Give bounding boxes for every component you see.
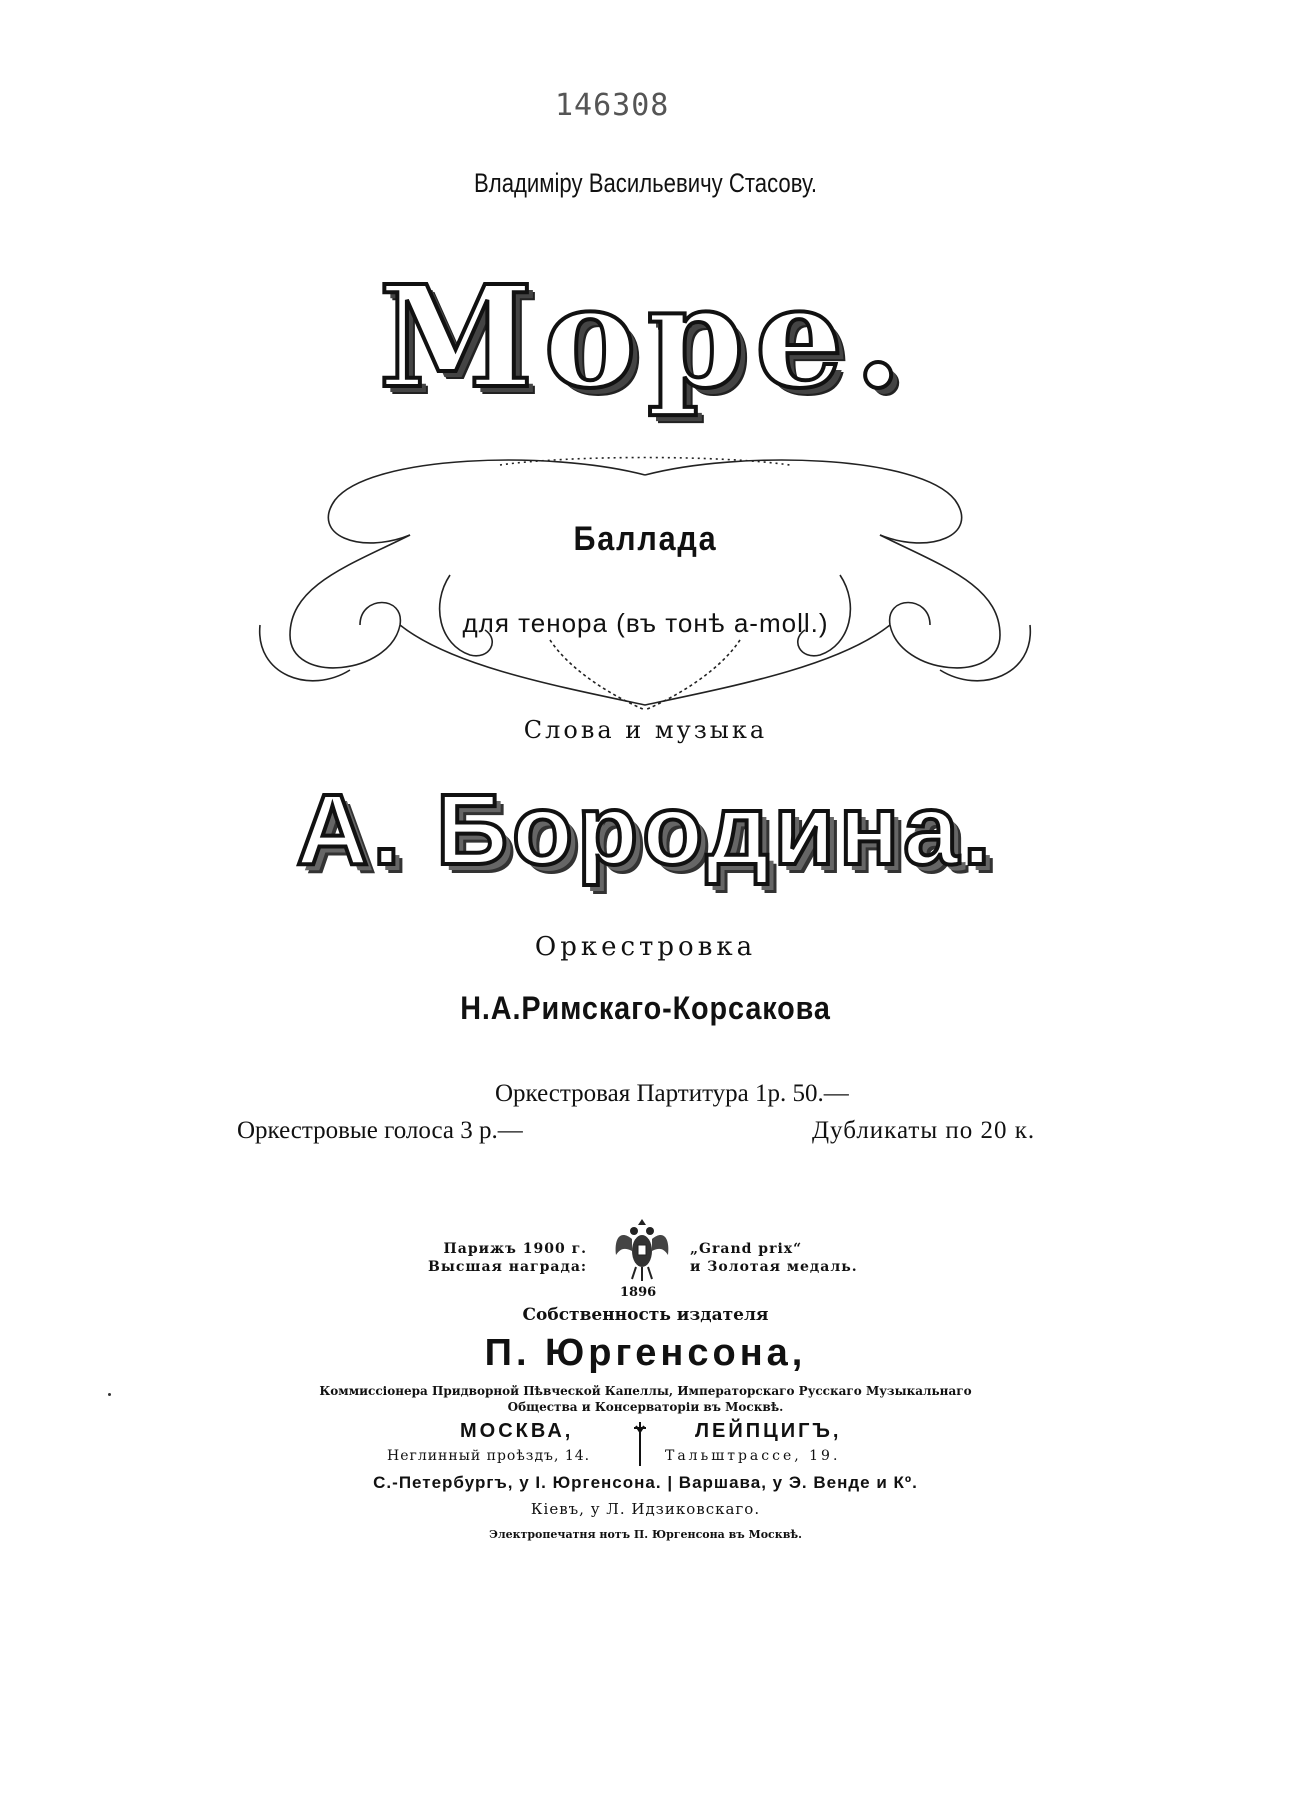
branch-kiev: Кіевъ, у Л. Идзиковскаго. — [530, 1500, 761, 1518]
divider-ornament-icon — [630, 1420, 650, 1468]
price-duplicates: Дубликаты по 20 к. — [812, 1117, 1036, 1144]
page-speck — [108, 1393, 111, 1396]
catalog-number: 146308 — [555, 88, 670, 123]
award-left-line2: Высшая награда: — [428, 1259, 588, 1275]
award-right-line2: и Золотая медаль. — [690, 1259, 858, 1275]
property-label: Собственность издателя — [522, 1305, 769, 1325]
composer-name: А. Бородина. — [296, 774, 995, 886]
publisher-name: П. Юргенсона, — [484, 1332, 807, 1374]
award-left-line1: Парижъ 1900 г. — [443, 1241, 588, 1257]
dedication: Владиміру Васильевичу Стасову. — [474, 168, 817, 198]
city-leipzig: ЛЕЙПЦИГЪ, — [695, 1420, 842, 1442]
genre-label: Баллада — [573, 520, 718, 558]
award-right-line1: „Grand prix“ — [690, 1241, 803, 1257]
page-title: Море. — [378, 256, 913, 420]
commissioner-line2: Общества и Консерваторіи въ Москвѣ. — [507, 1400, 784, 1414]
orchestration-label: Оркестровка — [534, 932, 757, 962]
address-leipzig: Тальштрассе, 19. — [665, 1448, 841, 1464]
award-right — [690, 1240, 858, 1276]
orchestrator-name: Н.А.Римскаго-Корсакова — [460, 990, 831, 1026]
award-year: 1896 — [620, 1285, 657, 1300]
double-headed-eagle-icon — [612, 1215, 672, 1283]
branch-list: С.-Петербургъ, у І. Юргенсона. | Варшава, у Э. Венде и Кº. — [373, 1473, 918, 1492]
words-music-label: Слова и музыка — [523, 716, 768, 744]
price-parts: Оркестровые голоса 3 р.— — [237, 1117, 523, 1144]
address-moscow: Неглинный проѣздъ, 14. — [387, 1448, 591, 1464]
voice-label: для тенора (въ тонѣ a-moll.) — [462, 608, 829, 638]
ornament-flourish-icon — [250, 455, 1040, 725]
printer-note: Электропечатня нотъ П. Юргенсона въ Москвѣ. — [489, 1528, 802, 1541]
award-left — [428, 1240, 587, 1276]
city-moscow: МОСКВА, — [460, 1420, 574, 1442]
commissioner-line1: Коммиссіонера Придворной Пѣвческой Капеллы, Императорскаго Русскаго Музыкальнаго — [319, 1384, 972, 1398]
price-score: Оркестровая Партитура 1р. 50.— — [495, 1080, 849, 1107]
